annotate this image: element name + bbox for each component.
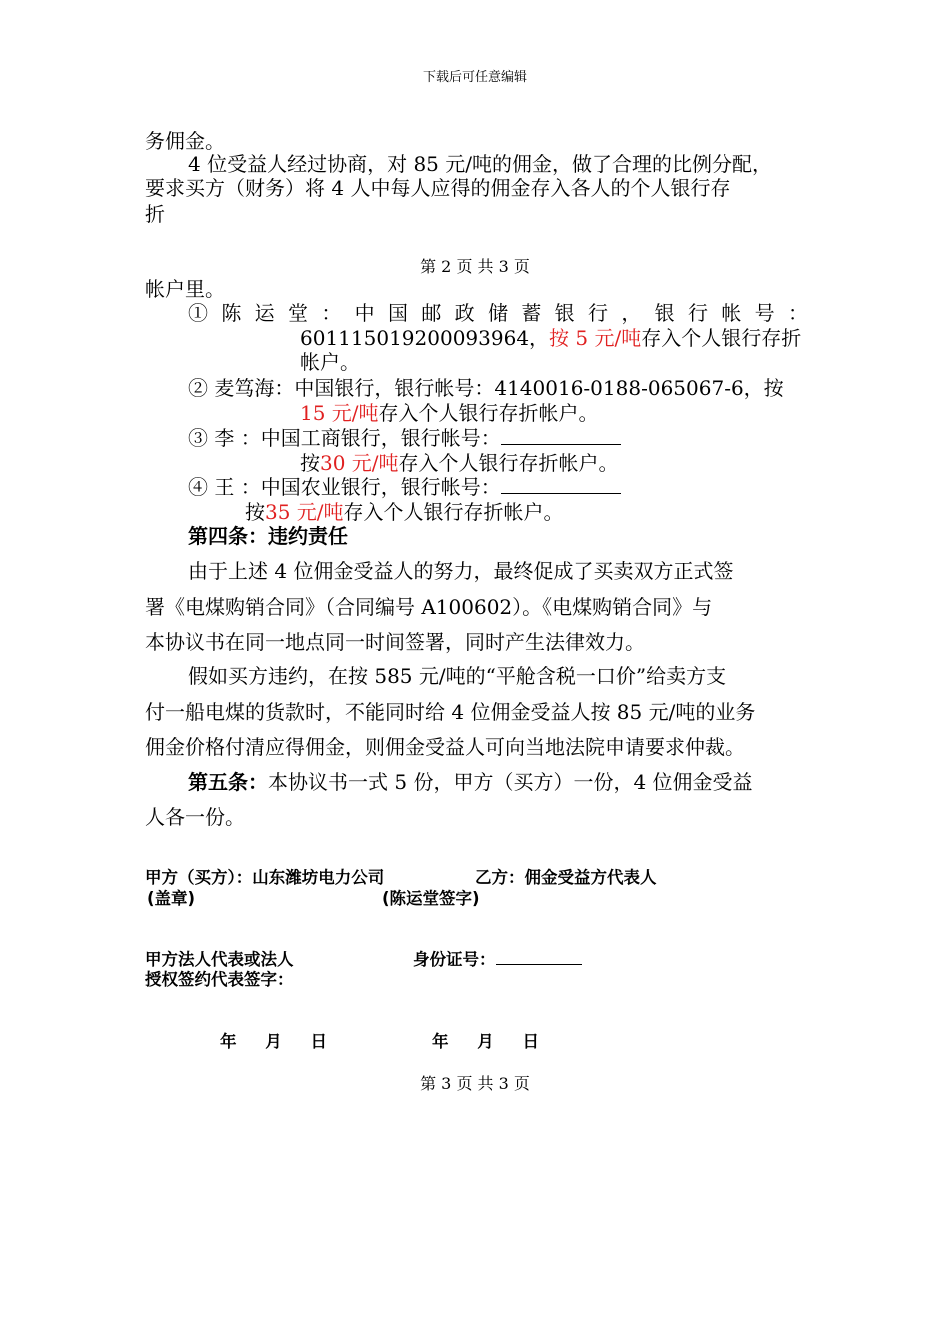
beneficiary-2-rate: 15 元/吨: [300, 401, 379, 425]
beneficiary-1-account: 601115019200093964，: [300, 326, 550, 350]
beneficiary-1-account-line: [300, 325, 801, 351]
page-2-footer: 第 2 页 共 3 页: [420, 257, 530, 276]
beneficiary-3-rate-line: [300, 450, 619, 476]
id-number-label: 身份证号：: [413, 950, 496, 969]
beneficiary-4-line: [188, 474, 621, 500]
date-party-a: 年 月 日: [220, 1032, 327, 1051]
party-a-label: 甲方（买方）：山东潍坊电力公司: [145, 868, 385, 887]
beneficiary-4-label: ④ 王 ：中国农业银行，银行帐号：: [188, 475, 501, 499]
p2-line-4: 折: [145, 202, 165, 226]
article-5-line-2: 人各一份。: [145, 805, 245, 829]
beneficiary-2-line: ② 麦笃海：中国银行，银行帐号：4140016-0188-065067-6，按: [188, 376, 784, 400]
beneficiary-3-rate: 30 元/吨: [320, 451, 399, 475]
beneficiary-4-rest: 存入个人银行存折帐户。: [343, 500, 564, 524]
seal-label: (盖章): [147, 889, 196, 908]
article-4-p1-line-1: 由于上述 4 位佣金受益人的努力，最终促成了买卖双方正式签: [188, 559, 734, 583]
beneficiary-4-prefix: 按: [245, 500, 265, 524]
article-5-text: 本协议书一式 5 份，甲方（买方）一份，4 位佣金受益: [268, 770, 753, 794]
account-blank[interactable]: [501, 475, 621, 494]
date-party-b: 年 月 日: [432, 1032, 539, 1051]
party-b-signature-label: (陈运堂签字): [382, 889, 480, 908]
article-4-title: 第四条：违约责任: [188, 524, 348, 548]
document-header: 下载后可任意编辑: [422, 70, 527, 85]
article-4-p1-line-2: 署《电煤购销合同》（合同编号 A100602）。《电煤购销合同》与: [145, 595, 713, 619]
article-4-p2-line-1: 假如买方违约，在按 585 元/吨的“平舱含税一口价”给卖方支: [188, 664, 727, 688]
article-4-p2-line-3: 佣金价格付清应得佣金，则佣金受益人可向当地法院申请要求仲裁。: [145, 735, 745, 759]
p3-intro: 帐户里。: [145, 277, 225, 301]
article-4-p2-line-2: 付一船电煤的货款时，不能同时给 4 位佣金受益人按 85 元/吨的业务: [145, 700, 756, 724]
article-5-title: 第五条：: [188, 770, 268, 794]
beneficiary-3-prefix: 按: [300, 451, 320, 475]
account-blank[interactable]: [501, 426, 621, 445]
beneficiary-4-rate: 35 元/吨: [265, 500, 344, 524]
page-3-footer: 第 3 页 共 3 页: [420, 1074, 530, 1093]
beneficiary-3-rest: 存入个人银行存折帐户。: [398, 451, 619, 475]
article-5-line-1: [188, 767, 753, 797]
beneficiary-3-line: [188, 425, 621, 451]
p2-line-2: 4 位受益人经过协商，对 85 元/吨的佣金，做了合理的比例分配，: [188, 152, 772, 176]
id-number-field: [413, 946, 582, 970]
p2-line-1: 务佣金。: [145, 129, 225, 153]
beneficiary-2-rest: 存入个人银行存折帐户。: [378, 401, 599, 425]
beneficiary-1-rate: 按 5 元/吨: [549, 326, 642, 350]
beneficiary-2-rate-line: [300, 400, 599, 426]
article-4-p1-line-3: 本协议书在同一地点同一时间签署，同时产生法律效力。: [145, 630, 645, 654]
party-b-label: 乙方：佣金受益方代表人: [475, 868, 657, 887]
p2-line-3: 要求买方（财务）将 4 人中每人应得的佣金存入各人的个人银行存: [145, 176, 731, 200]
beneficiary-3-label: ③ 李 ：中国工商银行，银行帐号：: [188, 426, 501, 450]
beneficiary-1-rest: 存入个人银行存折: [641, 326, 802, 350]
beneficiary-4-rate-line: [245, 499, 564, 525]
beneficiary-1-line-3: 帐户。: [300, 350, 360, 374]
beneficiary-1-line: ① 陈 运 堂 ： 中 国 邮 政 储 蓄 银 行 ， 银 行 帐 号 ：: [188, 301, 808, 325]
id-number-blank[interactable]: [496, 948, 582, 965]
legal-rep-label-2: 授权签约代表签字：: [145, 970, 294, 989]
legal-rep-label-1: 甲方法人代表或法人: [145, 950, 294, 969]
